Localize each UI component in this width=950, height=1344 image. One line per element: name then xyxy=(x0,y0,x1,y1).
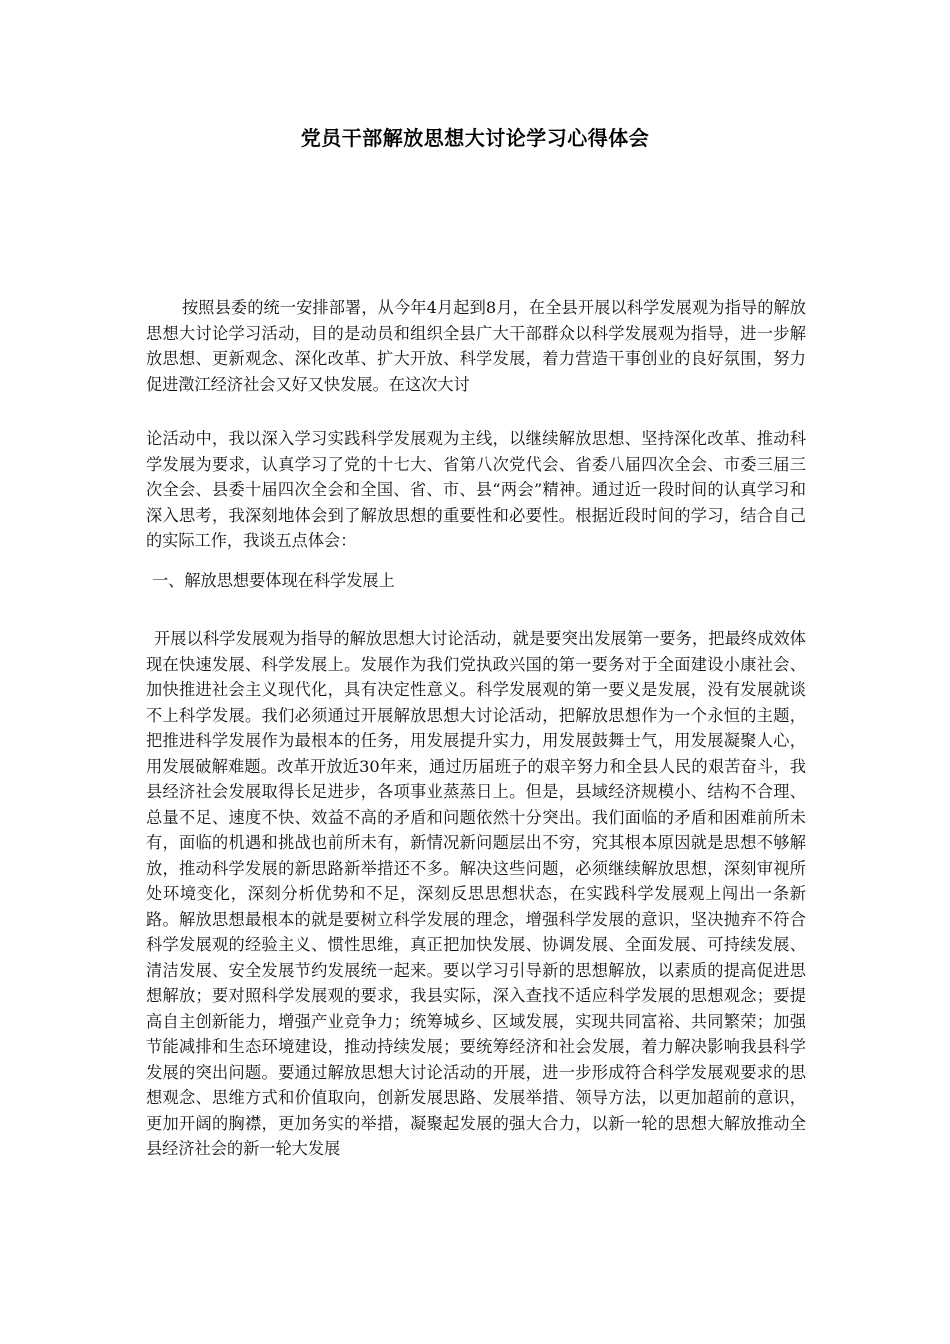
section-heading-1: 一、解放思想要体现在科学发展上 xyxy=(152,571,395,590)
paragraph-continuation: 论活动中，我以深入学习实践科学发展观为主线，以继续解放思想、坚持深化改革、推动科学发展为要求，认真学习了党的十七大、省第八次党代会、省委八届四次全会、市委三届三次全会、县委十届四次全会和全国、省、市、县“两会”精神。通过近一段时间的认真学习和深入思考，我深刻地体会到了解放思想的重要性和必要性。根据近段时间的学习，结合自己的实际工作，我谈五点体会： xyxy=(146,429,806,550)
paragraph-intro: 按照县委的统一安排部署，从今年4月起到8月，在全县开展以科学发展观为指导的解放思想大讨论学习活动，目的是动员和组织全县广大干部群众以科学发展观为指导，进一步解放思想、更新观念、深化改革、扩大开放、科学发展，着力营造干事创业的良好氛围，努力促进澂江经济社会又好又快发展。在这次大讨 xyxy=(146,298,806,394)
paragraph-section-1: 开展以科学发展观为指导的解放思想大讨论活动，就是要突出发展第一要务，把最终成效体现在快速发展、科学发展上。发展作为我们党执政兴国的第一要务对于全面建设小康社会、加快推进社会主义现代化，具有决定性意义。科学发展观的第一要义是发展，没有发展就谈不上科学发展。我们必须通过开展解放思想大讨论活动，把解放思想作为一个永恒的主题，把推进科学发展作为最根本的任务，用发展提升实力，用发展鼓舞士气，用发展凝聚人心，用发展破解难题。改革开放近30年来，通过历届班子的艰辛努力和全县人民的艰苦奋斗，我县经济社会发展取得长足进步，各项事业蒸蒸日上。但是，县域经济规模小、结构不合理、总量不足、速度不快、效益不高的矛盾和问题依然十分突出。我们面临的矛盾和困难前所未有，面临的机遇和挑战也前所未有，新情况新问题层出不穷，究其根本原因就是思想不够解放，推动科学发展的新思路新举措还不多。解决这些问题，必须继续解放思想，深刻审视所处环境变化，深刻分析优势和不足，深刻反思思想状态，在实践科学发展观上闯出一条新路。解放思想最根本的就是要树立科学发展的理念，增强科学发展的意识，坚决抛弃不符合科学发展观的经验主义、惯性思维，真正把加快发展、协调发展、全面发展、可持续发展、清洁发展、安全发展节约发展统一起来。要以学习引导新的思想解放，以素质的提高促进思想解放；要对照科学发展观的要求，我县实际，深入查找不适应科学发展的思想观念；要提高自主创新能力，增强产业竞争力；统筹城乡、区域发展，实现共同富裕、共同繁荣；加强节能减排和生态环境建设，推动持续发展；要统筹经济和社会发展，着力解决影响我县科学发展的突出问题。要通过解放思想大讨论活动的开展，进一步形成符合科学发展观要求的思想观念、思维方式和价值取向，创新发展思路、发展举措、领导方法，以更加超前的意识，更加开阔的胸襟，更加务实的举措，凝聚起发展的强大合力，以新一轮的思想大解放推动全县经济社会的新一轮大发展 xyxy=(146,629,806,1158)
document-title: 党员干部解放思想大讨论学习心得体会 xyxy=(300,126,650,150)
